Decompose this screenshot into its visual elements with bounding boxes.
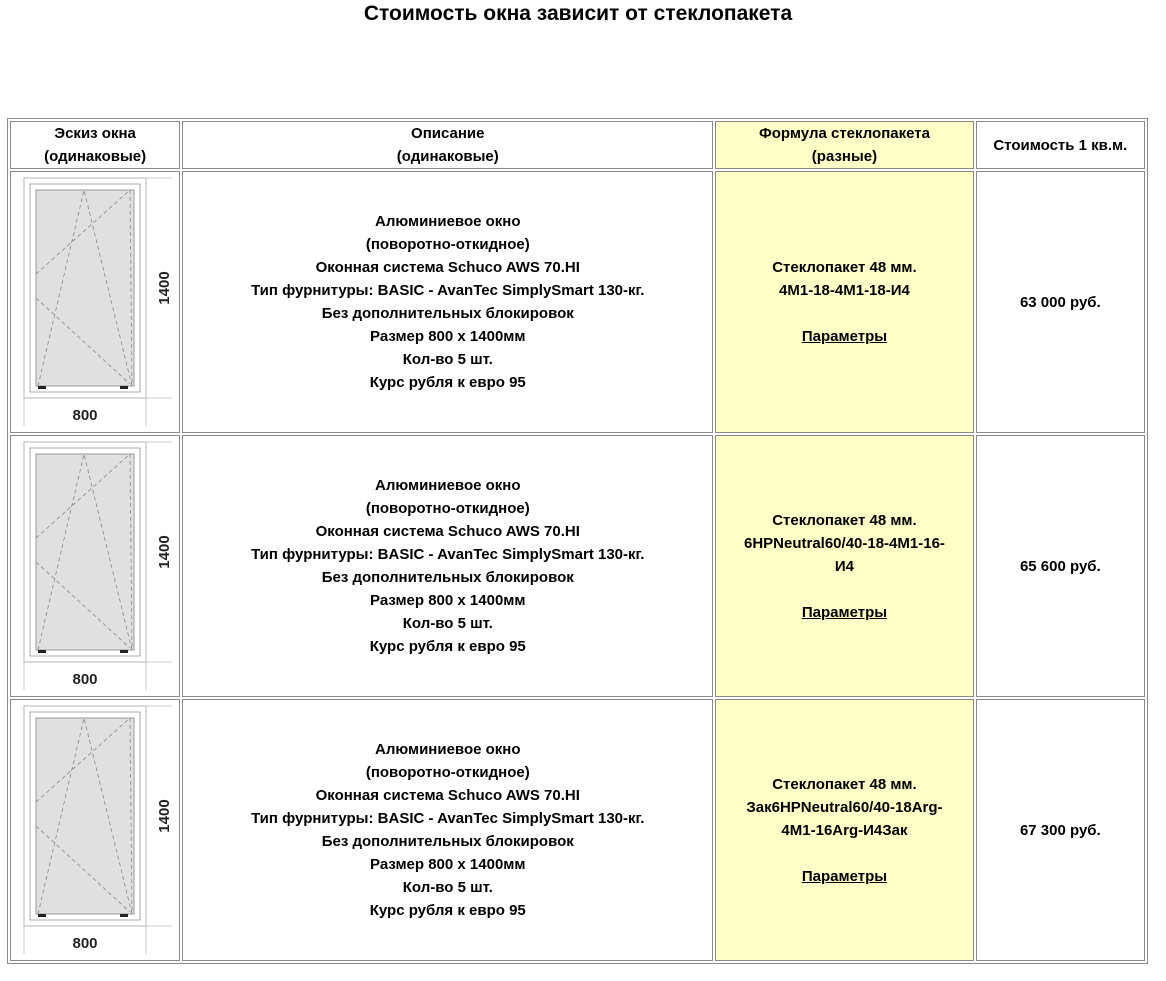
window-sketch-icon [14,438,176,694]
header-line: Описание [411,125,485,142]
description-line: (поворотно-откидное) [365,500,530,517]
window-sketch-cell [10,699,180,961]
table-row [10,699,1145,961]
header-line: Эскиз окна [54,125,136,142]
price-table [7,118,1148,964]
description-line: Курс рубля к евро 95 [369,638,526,655]
params-link[interactable]: Параметры [801,328,888,345]
page-title: Стоимость окна зависит от стеклопакета [363,2,793,25]
formula-line: Зак6HPNeutral60/40-18Arg- [746,798,943,816]
header-line: (одинаковые) [396,148,499,165]
header-line: Стоимость 1 кв.м. [993,136,1128,154]
description-line: Размер 800 x 1400мм [370,856,526,873]
formula-line: И4 [834,557,855,575]
description-line: Оконная система Schuco AWS 70.HI [315,787,580,804]
price-cell: 65 600 руб. [976,435,1145,697]
table-row [10,435,1145,697]
window-sketch-cell [10,171,180,433]
description-line: Кол-во 5 шт. [402,879,493,896]
description-line: Без дополнительных блокировок [321,569,574,586]
window-sketch-icon [14,174,176,430]
header-formula [715,121,973,169]
formula-line: Стеклопакет 48 мм. [772,775,917,793]
sketch-height-label: 1400 [156,271,174,305]
formula-cell [715,699,973,961]
sketch-height-label: 1400 [156,799,174,833]
description-line: Без дополнительных блокировок [321,833,574,850]
description-line: Алюминиевое окно [375,741,521,758]
header-price [976,121,1145,169]
description-line: Оконная система Schuco AWS 70.HI [315,259,580,276]
formula-line: 4М1-18-4М1-18-И4 [779,282,910,299]
sketch-width-label: 800 [72,407,98,424]
sketch-width-label: 800 [72,671,98,688]
header-line: (разные) [811,148,878,165]
params-link[interactable]: Параметры [801,603,888,621]
formula-line: 4М1-16Arg-И4Зак [781,821,908,839]
header-line: Формула стеклопакета [758,125,930,142]
formula-line: 6HPNeutral60/40-18-4М1-16- [743,534,945,552]
price-cell: 67 300 руб. [976,699,1145,961]
description-line: (поворотно-откидное) [365,236,530,253]
sketch-width-label: 800 [72,935,98,952]
formula-cell [715,435,973,697]
description-cell [182,435,713,697]
header-line: (одинаковые) [44,148,147,165]
table-row [10,171,1145,433]
description-line: Размер 800 x 1400мм [370,592,526,609]
description-line: Кол-во 5 шт. [402,351,493,368]
description-line: Тип фурнитуры: BASIC - AvanTec SimplySmart 130-кг. [251,546,645,563]
window-sketch-icon [14,702,176,958]
description-line: Тип фурнитуры: BASIC - AvanTec SimplySmart 130-кг. [251,810,645,827]
params-link[interactable]: Параметры [801,867,888,885]
description-line: Тип фурнитуры: BASIC - AvanTec SimplySmart 130-кг. [251,282,645,299]
description-line: Оконная система Schuco AWS 70.HI [315,523,580,540]
description-line: Курс рубля к евро 95 [369,902,526,919]
description-cell [182,171,713,433]
description-line: Кол-во 5 шт. [402,615,493,632]
price-cell: 63 000 руб. [976,171,1145,433]
description-line: Курс рубля к евро 95 [369,374,526,391]
formula-line: Стеклопакет 48 мм. [772,259,917,276]
header-sketch [10,121,180,169]
header-description [182,121,713,169]
formula-cell [715,171,973,433]
window-sketch-cell [10,435,180,697]
description-line: Алюминиевое окно [375,477,521,494]
sketch-height-label: 1400 [156,535,174,569]
description-line: Алюминиевое окно [375,213,521,230]
table-header-row [10,121,1145,169]
formula-line: Стеклопакет 48 мм. [772,511,917,529]
description-line: Без дополнительных блокировок [321,305,574,322]
description-line: (поворотно-откидное) [365,764,530,781]
description-cell [182,699,713,961]
description-line: Размер 800 x 1400мм [370,328,526,345]
